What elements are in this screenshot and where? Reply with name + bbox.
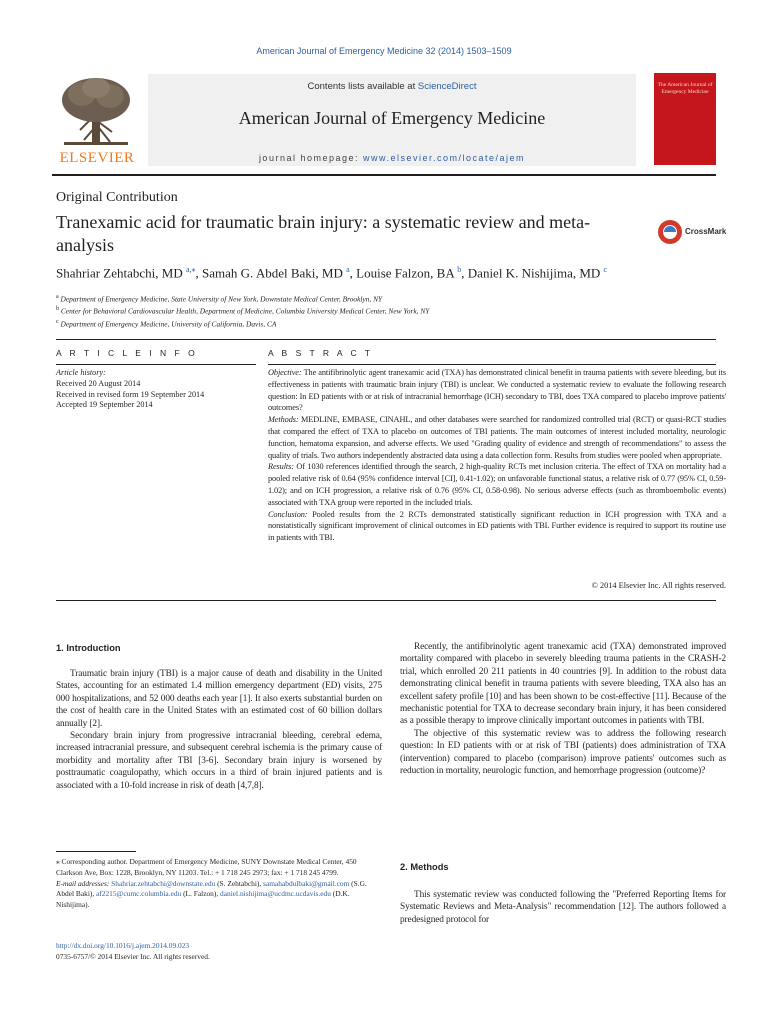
abstract-methods: Methods: MEDLINE, EMBASE, CINAHL, and other databases were searched for randomized controlled trial (RCT) or quasi-RCT studies that compared the effect of TXA to placebo on outcomes of TBI patients. The main outcomes of interest included mortality, neurologic function, hematoma expansion, and adverse effects. We used "Grading quality of evidence and strength of recommendations" to assess the quality of trials. Two authors independently abstracted data using a data collection form. Results from studies were pooled when appropriate. — [268, 415, 726, 460]
article-history — [56, 368, 256, 411]
email-link[interactable]: Shahriar.zehtabchi@downstate.edu — [111, 878, 216, 888]
introduction-text — [56, 668, 382, 792]
doi-block — [56, 941, 382, 963]
methods-heading: 2. Methods — [400, 862, 449, 872]
paragraph: Recently, the antifibrinolytic agent tranexamic acid (TXA) demonstrated improved mortality compared with placebo in severely bleeding trauma patients in the CRASH-2 trial, which enrolled 20 211 patients in 40 countries [9]. In addition to the robust data demonstrating clinical benefit in trauma patients with severe bleeding, TXA also has an excellent safety profile [10] and has been shown to be cost-effective [11]. Because of the mechanistic potential for TXA to decrease secondary brain injury, it has been considered as a possible therapy to improve clinically important outcomes in patients with TBI. — [400, 642, 726, 727]
email-addresses: E-mail addresses: Shahriar.zehtabchi@downstate.edu (S. Zehtabchi), samahabdulbaki@gmail.com (S.G. Abdel Baki), af2215@cumc.columbia.edu (L. Falzon), daniel.nishijima@ucdmc.ucdavis.edu (D.K. Nishijima). — [56, 878, 367, 910]
accepted-date: Accepted 19 September 2014 — [56, 400, 153, 410]
abstract-objective: Objective: The antifibrinolytic agent tranexamic acid (TXA) has demonstrated clinical benefit in trauma patients with severe bleeding, but its effectiveness in patients with traumatic brain injury (TBI) is unclear. We conducted a systematic review to evaluate the following research question: In ED patients with or at risk of intracranial hemorrhage (ICH) secondary to TBI, does TXA compared to placebo improve patients' outcomes? — [268, 368, 727, 413]
methods-text — [400, 889, 726, 926]
abstract-copyright: © 2014 Elsevier Inc. All rights reserved. — [591, 581, 726, 590]
article-type: Original Contribution — [56, 190, 178, 205]
abstract-body — [268, 367, 726, 544]
homepage-line: journal homepage: www.elsevier.com/locate/ajem — [258, 153, 526, 163]
journal-citation[interactable]: American Journal of Emergency Medicine 32 (2014) 1503–1509 — [256, 46, 512, 56]
paragraph: Secondary brain injury from progressive intracranial bleeding, cerebral edema, increased intracranial pressure, and subsequent cerebral ischemia is the primary cause of morbidity and mortality after TBI [3-6]. Secondary brain injury is worsened by posttraumatic coagulopathy, which occurs in a third of brain injured patients and is associated with a 10-fold increase in risk of death [4,7,8]. — [56, 731, 382, 791]
crossmark-label[interactable]: CrossMark — [685, 227, 727, 236]
affiliation-item: $^b$ Center for Behavioral Cardiovascular Health, Department of Medicine, Columbia University Medical Center, New York, NY — [56, 306, 430, 316]
author-affiliation-mark[interactable]: b — [457, 265, 462, 274]
article-info-heading: A R T I C L E I N F O — [56, 348, 198, 358]
doi-link[interactable]: http://dx.doi.org/10.1016/j.ajem.2014.09.023 — [56, 941, 190, 950]
introduction-heading: 1. Introduction — [56, 643, 121, 653]
footnote-divider — [56, 851, 136, 852]
author-affiliation-mark[interactable]: c — [603, 265, 608, 274]
author-affiliation-mark[interactable]: a,⁎ — [185, 265, 196, 274]
email-link[interactable]: af2215@cumc.columbia.edu — [96, 889, 182, 899]
author-affiliation-mark[interactable]: a — [346, 265, 350, 274]
divider — [268, 364, 716, 365]
header-divider — [52, 174, 716, 176]
affiliation-item: $^a$ Department of Emergency Medicine, State University of New York, Downstate Medical Center, Brooklyn, NY — [56, 294, 383, 304]
abstract-results: Results: Of 1030 references identified through the search, 2 high-quality RCTs met inclusion criteria. The effect of TXA on mortality had a pooled relative risk of 0.64 (95% confidence interval [CI], 0.41-1.02); on unfavorable functional status, a relative risk of 0.77 (95% CI, 0.59-1.02); and on ICH progression, a relative risk of 0.76 (95% CI, 0.58-0.98). No serious adverse effects (such as thromboembolic events) associated with TXA group were reported in the included trials. — [268, 462, 726, 507]
paragraph: Traumatic brain injury (TBI) is a major cause of death and disability in the United States, accounting for an estimated 1.4 million emergency department (ED) visits, 275 000 hospitalizations, and 52 000 deaths each year [1]. It also exerts substantial burden on the cost of health care in the United States with an estimated cost of 60 billion dollars annually [2]. — [56, 669, 382, 729]
article-title: Tranexamic acid for traumatic brain injury: a systematic review and meta-analysis — [56, 212, 591, 255]
introduction-continued — [400, 641, 726, 777]
divider — [56, 600, 716, 601]
divider — [56, 364, 256, 365]
paragraph: This systematic review was conducted following the "Preferred Reporting Items for Systematic Reviews and Meta-Analysis" recommendation [12]. The authors followed a predesigned protocol for — [400, 890, 726, 925]
affiliations — [56, 292, 716, 329]
author-name: Daniel K. Nishijima, MD — [467, 265, 601, 281]
divider — [56, 339, 716, 340]
homepage-link[interactable]: www.elsevier.com/locate/ajem — [363, 153, 526, 163]
author-name: Samah G. Abdel Baki, MD — [202, 265, 343, 281]
journal-name: American Journal of Emergency Medicine — [238, 108, 546, 128]
corresponding-author-note: ⁎ Corresponding author. Department of Emergency Medicine, SUNY Downstate Medical Center, 450 Clarkson Ave, Box: 1228, Brooklyn, NY 11203. Tel.: + 1 718 245 2973; fax: + 1 718 245 4799. — [56, 857, 357, 877]
received-date: Received 20 August 2014 — [56, 378, 141, 388]
author-name: Shahriar Zehtabchi, MD — [56, 265, 183, 281]
author-name: Louise Falzon, BA — [356, 265, 455, 281]
history-label: Article history: — [56, 368, 106, 377]
cover-title: The American Journal of Emergency Medicine — [657, 82, 713, 95]
issn-copyright: 0735-6757/© 2014 Elsevier Inc. All rights reserved. — [56, 951, 210, 961]
elsevier-wordmark: ELSEVIER — [59, 150, 135, 166]
abstract-heading: A B S T R A C T — [268, 348, 374, 358]
author-list: Shahriar Zehtabchi, MD $^{a,⁎}$, Samah G. Abdel Baki, MD $^a$, Louise Falzon, BA $^b$, Daniel K. Nishijima, MD $^c$ — [56, 265, 608, 281]
paragraph: The objective of this systematic review was to address the following research question: In ED patients with or at risk of TBI (patients) does administration of TXA (intervention) compared to placebo (comparison) improve patients' outcomes such as reduction in mortality, neurologic function, and hemorrhage progression (outcome)? — [400, 728, 726, 777]
revised-date: Received in revised form 19 September 2014 — [56, 389, 205, 399]
sciencedirect-link[interactable]: ScienceDirect — [417, 81, 477, 92]
contents-line: Contents lists available at ScienceDirect — [307, 81, 477, 92]
email-link[interactable]: samahabdulbaki@gmail.com — [263, 878, 350, 888]
abstract-conclusion: Conclusion: Pooled results from the 2 RCTs demonstrated statistically significant reduction in ICH progression with TXA and a nonstatistically significant improvement of clinical outcomes in ED patients with TBI. Further evidence is required to support its routine use in patients with TBI. — [268, 509, 726, 543]
footnotes — [56, 857, 382, 911]
affiliation-item: $^c$ Department of Emergency Medicine, University of California, Davis, CA — [56, 318, 277, 329]
email-link[interactable]: daniel.nishijima@ucdmc.ucdavis.edu — [220, 889, 331, 899]
